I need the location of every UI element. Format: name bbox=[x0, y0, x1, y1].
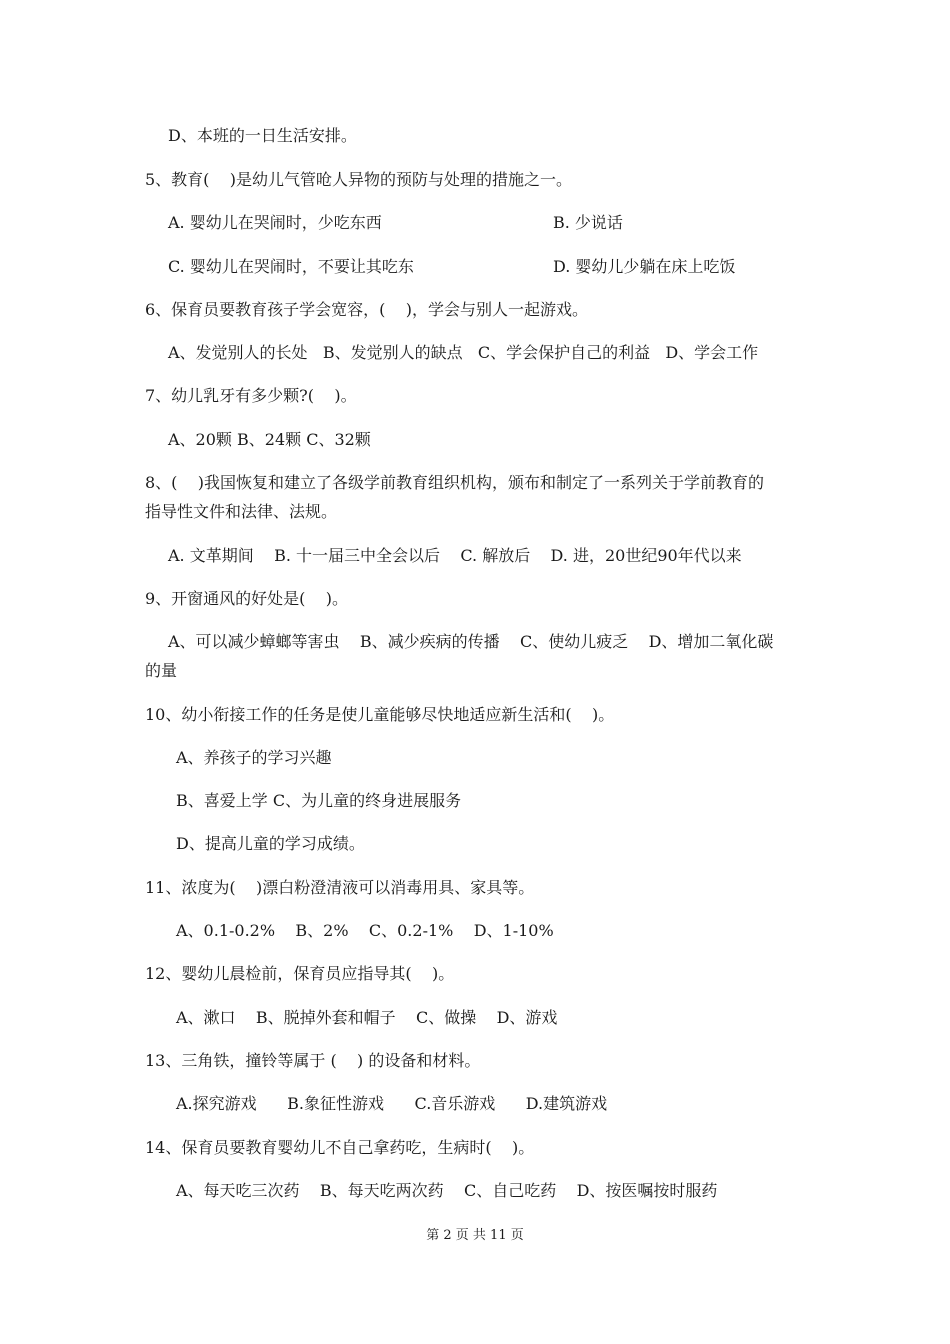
page-footer: 第 2 页 共 11 页 bbox=[426, 1228, 524, 1243]
question-13-stem: 13、三角铁，撞铃等属于 ( ) 的设备和材料。 bbox=[145, 1051, 481, 1070]
question-5-stem: 5、教育( )是幼儿气管呛人异物的预防与处理的措施之一。 bbox=[145, 170, 573, 189]
question-6-options: A、发觉别人的长处 B、发觉别人的缺点 C、学会保护自己的利益 D、学会工作 bbox=[168, 343, 759, 362]
question-5-option-c: C. 婴幼儿在哭闹时，不要让其吃东 bbox=[168, 257, 414, 276]
question-6-stem: 6、保育员要教育孩子学会宽容，( )，学会与别人一起游戏。 bbox=[145, 300, 589, 319]
question-14-options: A、每天吃三次药 B、每天吃两次药 C、自己吃药 D、按医嘱按时服药 bbox=[176, 1181, 718, 1200]
question-12-stem: 12、婴幼儿晨检前，保育员应指导其( )。 bbox=[145, 964, 455, 983]
question-4-option-d: D、本班的一日生活安排。 bbox=[168, 126, 357, 145]
question-7-options: A、20颗 B、24颗 C、32颗 bbox=[168, 430, 371, 449]
question-5-option-a: A. 婴幼儿在哭闹时，少吃东西 bbox=[168, 213, 382, 232]
question-9-options: A、可以减少蟑螂等害虫 B、减少疾病的传播 C、使幼儿疲乏 D、增加二氧化碳 bbox=[168, 632, 774, 651]
question-10-stem: 10、幼小衔接工作的任务是使儿童能够尽快地适应新生活和( )。 bbox=[145, 705, 615, 724]
question-12-options: A、漱口 B、脱掉外套和帽子 C、做操 D、游戏 bbox=[176, 1008, 558, 1027]
question-10-option-b-c: B、喜爱上学 C、为儿童的终身进展服务 bbox=[176, 791, 462, 810]
question-9-stem: 9、开窗通风的好处是( )。 bbox=[145, 589, 349, 608]
question-10-option-a: A、养孩子的学习兴趣 bbox=[176, 748, 332, 767]
question-5-option-d: D. 婴幼儿少躺在床上吃饭 bbox=[553, 257, 736, 276]
question-8-stem: 8、( )我国恢复和建立了各级学前教育组织机构，颁布和制定了一系列关于学前教育的 bbox=[145, 473, 765, 492]
question-14-stem: 14、保育员要教育婴幼儿不自己拿药吃，生病时( )。 bbox=[145, 1138, 535, 1157]
question-7-stem: 7、幼儿乳牙有多少颗?( )。 bbox=[145, 386, 357, 405]
question-8-options: A. 文革期间 B. 十一届三中全会以后 C. 解放后 D. 进，20世纪90年代以来 bbox=[168, 546, 742, 565]
question-10-option-d: D、提高儿童的学习成绩。 bbox=[176, 834, 365, 853]
question-11-stem: 11、浓度为( )漂白粉澄清液可以消毒用具、家具等。 bbox=[145, 878, 535, 897]
question-5-option-b: B. 少说话 bbox=[553, 213, 623, 232]
question-8-stem-continued: 指导性文件和法律、法规。 bbox=[145, 502, 338, 521]
question-9-options-continued: 的量 bbox=[145, 661, 178, 680]
question-13-options: A.探究游戏 B.象征性游戏 C.音乐游戏 D.建筑游戏 bbox=[176, 1094, 608, 1113]
question-11-options: A、0.1-0.2% B、2% C、0.2-1% D、1-10% bbox=[176, 921, 554, 940]
